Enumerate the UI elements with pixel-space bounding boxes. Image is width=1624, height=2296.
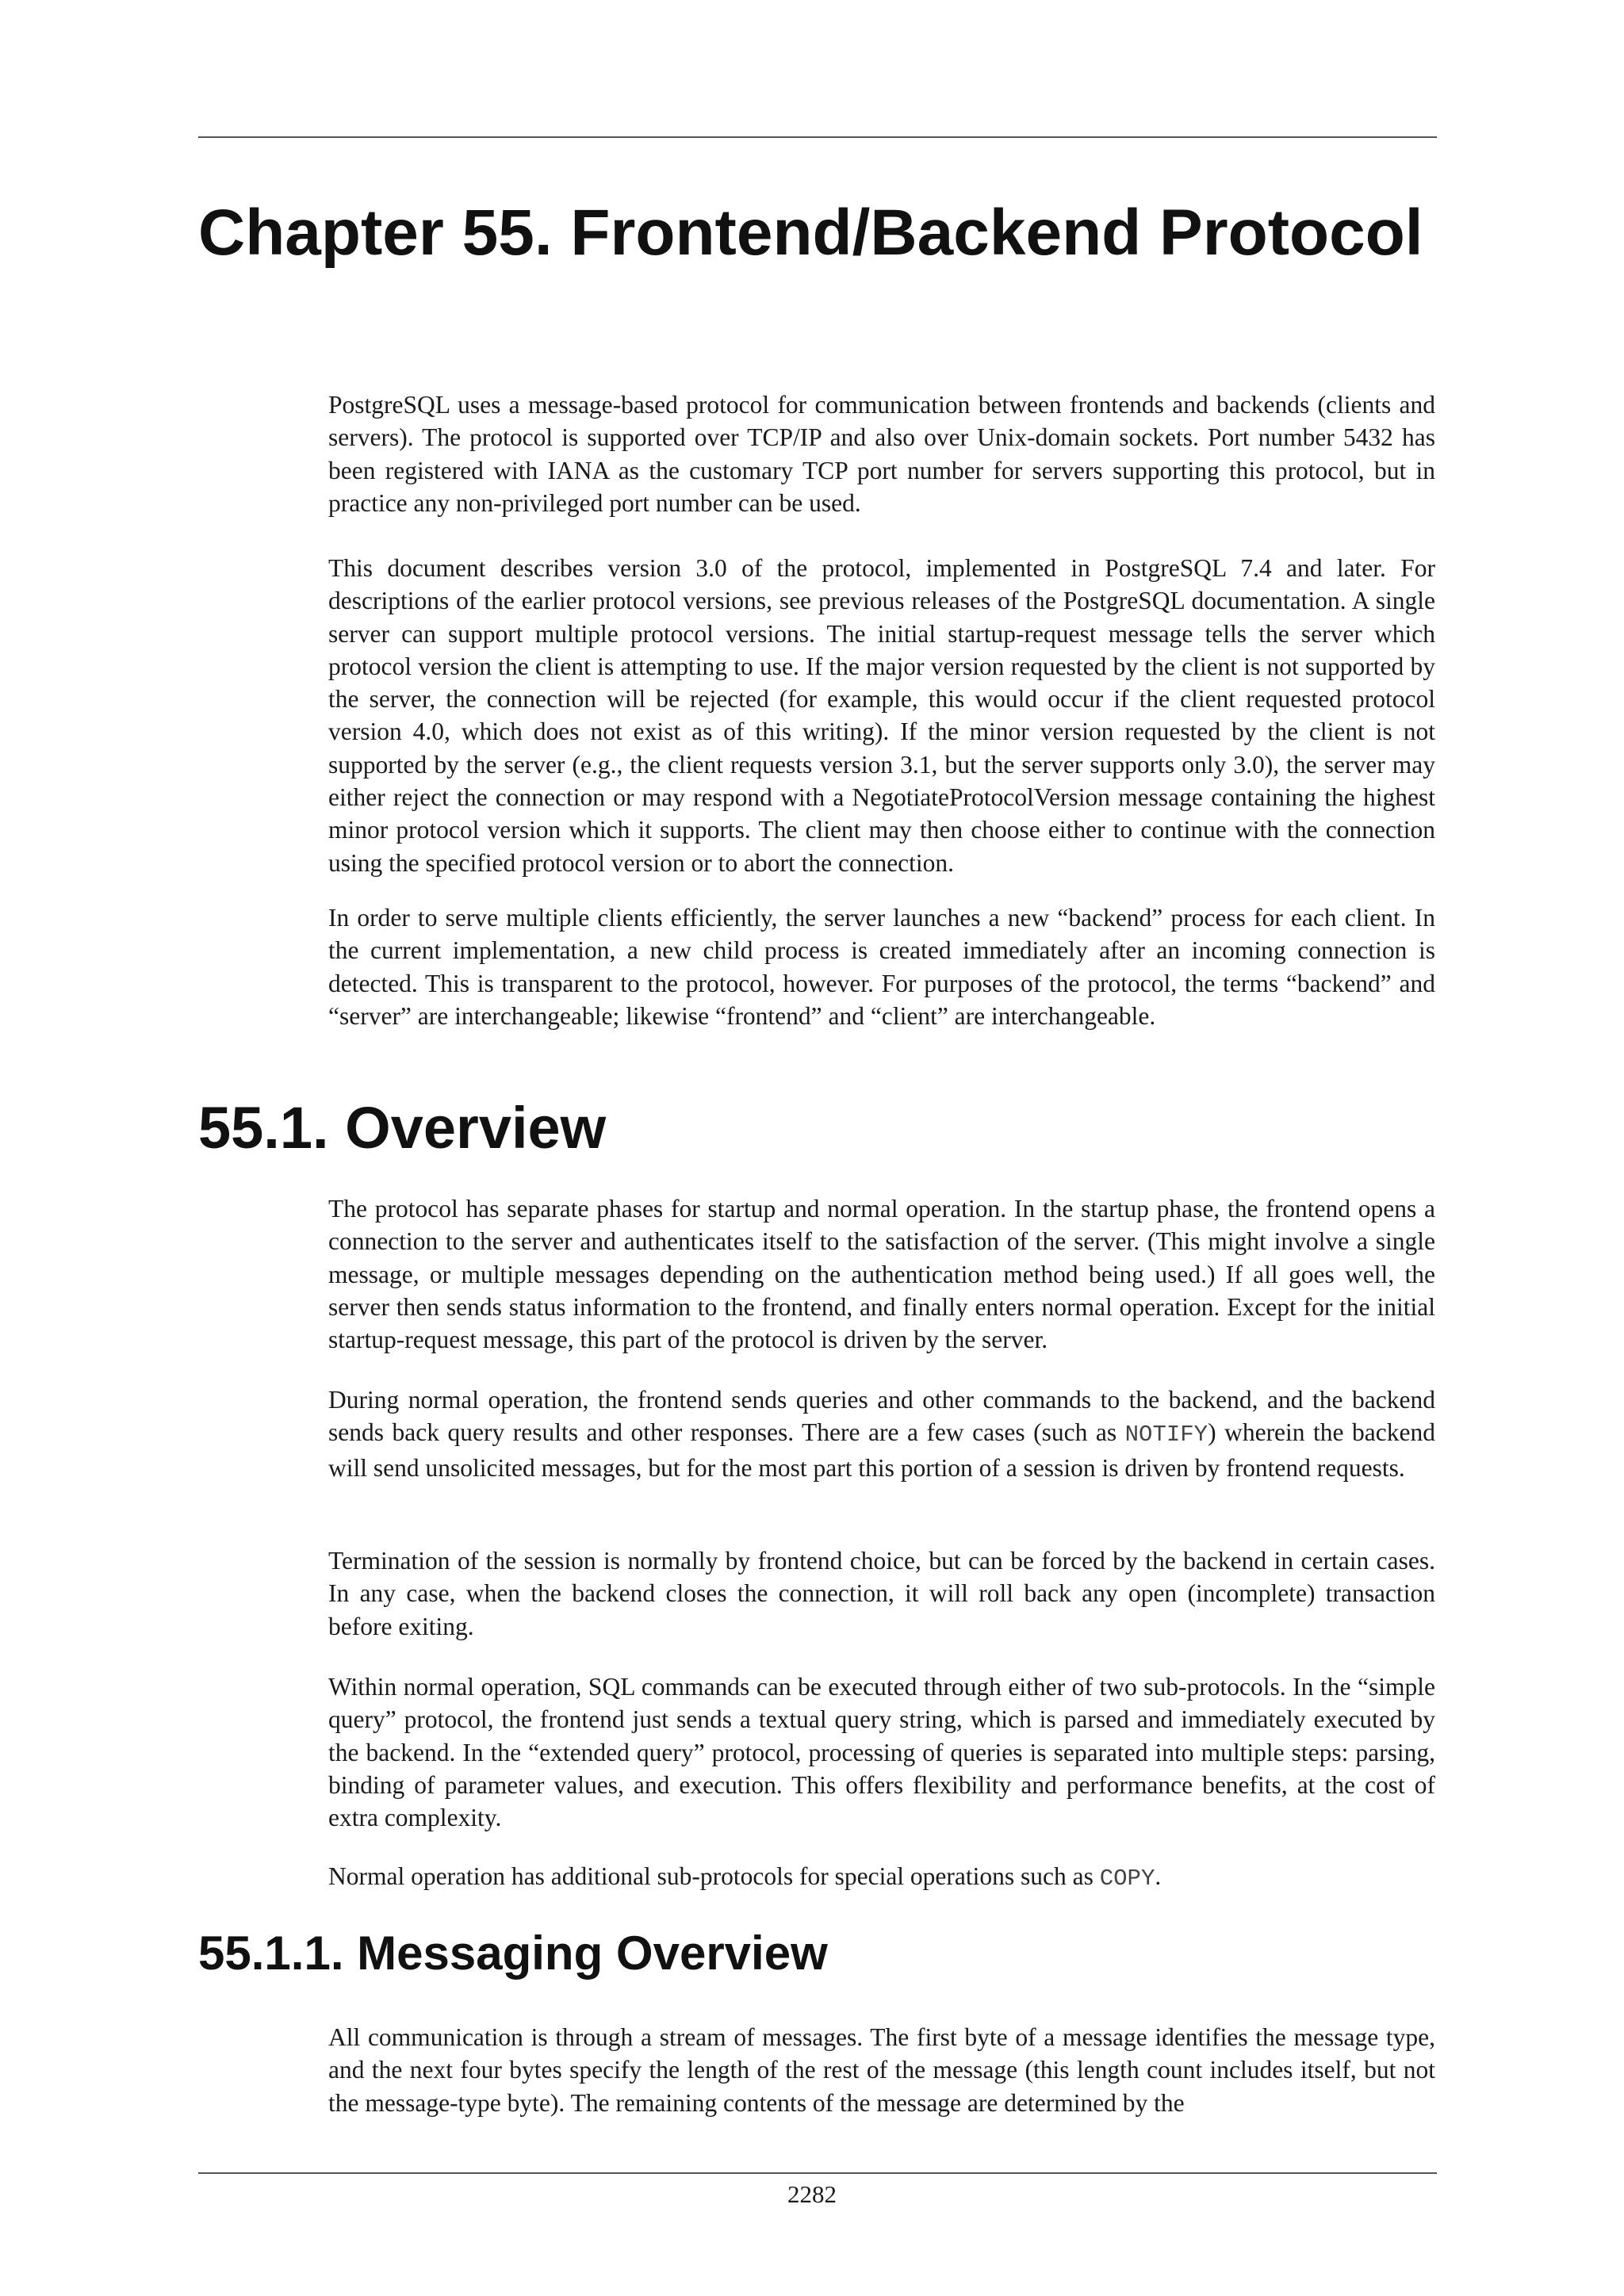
intro-paragraph-2: This document describes version 3.0 of the protocol, implemented in PostgreSQL 7.4 and later. For descriptions of the earlier protocol versions, see previous releases of the PostgreSQL documentation. A single server can support multiple protocol versions. The initial startup-request message tells the server which protocol version the client is attempting to use. If the major version requested by the client is not supported by the server, the connection will be rejected (for example, this would occur if the client requested protocol version 4.0, which does not exist as of this writing). If the minor version requested by the client is not supported by the server (e.g., the client requests version 3.1, but the server supports only 3.0), the server may either reject the connection or may respond with a NegotiateProtocolVersion message containing the highest minor protocol version which it supports. The client may then choose either to continue with the connection using the specified protocol version or to abort the connection. — [328, 554, 1435, 877]
overview-paragraph-2-text-start: During normal operation, the frontend sends queries and other commands to the backend, and the backend sends back query results and other responses. There are a few cases (such as — [328, 1386, 1435, 1447]
notify-code: NOTIFY — [1124, 1422, 1208, 1448]
footer-rule — [198, 2172, 1437, 2174]
intro-paragraph-1: PostgreSQL uses a message-based protocol for communication between frontends and backends (clients and servers). The protocol is supported over TCP/IP and also over Unix-domain sockets. Port number 5432 has been registered with IANA as the customary TCP port number for servers supporting this protocol, but in practice any non-privileged port number can be used. — [328, 391, 1435, 517]
overview-paragraph-5-text-end: . — [1155, 1862, 1162, 1890]
page-number: 2282 — [787, 2180, 837, 2208]
section-title-messaging-overview: 55.1.1. Messaging Overview — [198, 1927, 828, 1980]
overview-paragraph-2-text-end: ) wherein the backend will send unsolicited messages, but for the most part this portion of a session is driven by frontend requests. — [328, 1418, 1435, 1482]
header-rule — [198, 136, 1437, 138]
chapter-title: Chapter 55. Frontend/Backend Protocol — [198, 197, 1423, 269]
intro-paragraph-3: In order to serve multiple clients efficiently, the server launches a new “backend” process for each client. In the current implementation, a new child process is created immediately after an incoming connection is detected. This is transparent to the protocol, however. For purposes of the protocol, the terms “backend” and “server” are interchangeable; likewise “frontend” and “client” are interchangeable. — [328, 904, 1435, 1030]
overview-paragraph-5 — [328, 1860, 1435, 1895]
overview-paragraph-1: The protocol has separate phases for startup and normal operation. In the startup phase, the frontend opens a connection to the server and authenticates itself to the satisfaction of the server. (This might involve a single message, or multiple messages depending on the authentication method being used.) If all goes well, the server then sends status information to the frontend, and finally enters normal operation. Except for the initial startup-request message, this part of the protocol is driven by the server. — [328, 1195, 1435, 1354]
messaging-paragraph-1: All communication is through a stream of messages. The first byte of a message identifies the message type, and the next four bytes specify the length of the rest of the message (this length count includes itself, but not the message-type byte). The remaining contents of the message are determined by the — [328, 2023, 1435, 2117]
overview-paragraph-5-text-start: Normal operation has additional sub-protocols for special operations such as — [328, 1862, 1100, 1890]
overview-paragraph-3: Termination of the session is normally by frontend choice, but can be forced by the backend in certain cases. In any case, when the backend closes the connection, it will roll back any open (incomplete) transaction before exiting. — [328, 1547, 1435, 1640]
overview-paragraph-4: Within normal operation, SQL commands can be executed through either of two sub-protocols. In the “simple query” protocol, the frontend just sends a textual query string, which is parsed and immediately executed by the backend. In the “extended query” protocol, processing of queries is separated into multiple steps: parsing, binding of parameter values, and execution. This offers flexibility and performance benefits, at the cost of extra complexity. — [328, 1673, 1435, 1832]
copy-code: COPY — [1099, 1866, 1155, 1892]
overview-paragraph-2 — [328, 1383, 1435, 1484]
section-title-overview: 55.1. Overview — [198, 1095, 607, 1161]
